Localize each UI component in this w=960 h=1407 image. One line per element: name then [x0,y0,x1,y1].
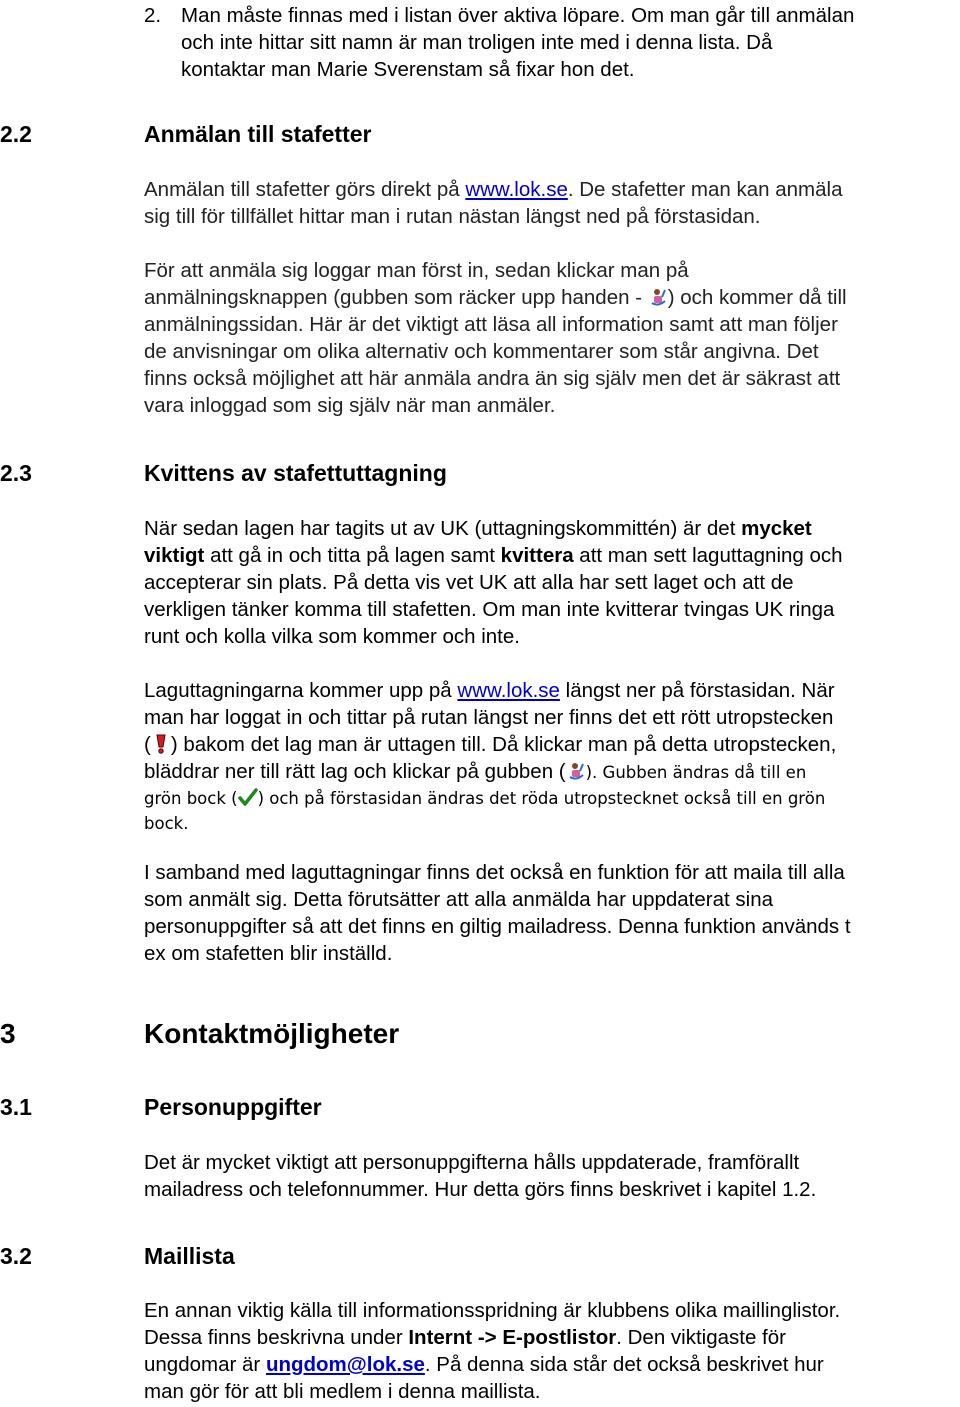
paragraph-line: Det är mycket viktigt att personuppgifterna hålls uppdaterade, framförallt [144,1151,800,1174]
text: ( [144,733,151,756]
paragraph-line [144,542,960,569]
text: ) bakom det lag man är uttagen till. Då klickar man på detta utropstecken, [170,733,837,756]
paragraph-line [144,731,960,758]
text: Laguttagningarna kommer upp på [144,679,458,702]
paragraph-line: man har loggat in och tittar på rutan längst ner finns det ett rött utropstecken [144,706,834,729]
paragraph-line: finns också möjlighet att här anmäla andra än sig själv men det är säkrast att [144,367,841,390]
text: bläddrar ner till rätt lag och klickar på gubben ( [144,760,566,783]
text: ). Gubben ändras då till en [585,763,807,782]
paragraph-line [144,1351,960,1378]
paragraph-line: mailadress och telefonnummer. Hur detta görs finns beskrivet i kapitel 1.2. [144,1178,817,1201]
paragraph-line: ex om stafetten blir inställd. [144,942,393,965]
text: . Den viktigaste för [616,1326,786,1349]
paragraph-line: sig till för tillfället hittar man i rutan nästan längst ned på förstasidan. [144,205,761,228]
paragraph-line: vara inloggad som sig själv när man anmäler. [144,394,556,417]
section-heading: Anmälan till stafetter [144,121,372,147]
paragraph-line [144,1324,960,1351]
ungdom-email-link[interactable]: ungdom@lok.se [265,1353,425,1376]
lok-link[interactable]: www.lok.se [465,178,568,201]
paragraph-line [144,785,960,812]
paragraph-line: personuppgifter så att det finns en giltig mailadress. Denna funktion används t [144,915,851,938]
paragraph-line [144,176,960,203]
text: ) och kommer då till [667,286,847,309]
text: När sedan lagen har tagits ut av UK (uttagningskommittén) är det [144,517,742,540]
text: att man sett laguttagning och [573,544,843,567]
paragraph-line: runt och kolla vilka som kommer och inte. [144,625,520,648]
chapter-number: 3 [0,1018,16,1049]
red-exclamation-icon [151,734,171,754]
text: . På denna sida står det också beskrivet hur [424,1353,824,1376]
raised-hand-person-icon [648,287,668,307]
paragraph-line: verkligen tänker komma till stafetten. Om man inte kvitterar tvingas UK ringa [144,598,835,621]
text-line: och inte hittar sitt namn är man troligen inte med i denna lista. Då [181,31,773,54]
paragraph-line: accepterar sin plats. På detta vis vet UK att alla har sett laget och att de [144,571,794,594]
section-number: 2.2 [0,121,32,147]
text-line: Man måste finnas med i listan över aktiva löpare. Om man går till anmälan [181,4,855,27]
paragraph-line [144,284,960,311]
text: att gå in och titta på lagen samt [204,544,501,567]
section-number: 3.1 [0,1094,32,1120]
paragraph-line: I samband med laguttagningar finns det också en funktion för att maila till alla [144,861,845,884]
green-checkmark-icon [238,787,258,807]
text: ) och på förstasidan ändras det röda utropstecknet också till en grön [257,789,826,808]
list-number: 2. [144,4,162,27]
paragraph-line: anmälningssidan. Här är det viktigt att läsa all information samt att man följer [144,313,838,336]
text: Anmälan till stafetter görs direkt på [144,178,466,201]
section-heading: Kvittens av stafettuttagning [144,460,447,486]
text-line: kontaktar man Marie Sverenstam så fixar hon det. [181,58,635,81]
paragraph-line: bock. [144,814,189,833]
paragraph-line: man gör för att bli medlem i denna maillista. [144,1380,541,1403]
bold-text: viktigt [144,544,205,567]
paragraph-line: En annan viktig källa till informationsspridning är klubbens olika maillinglistor. [144,1299,841,1322]
lok-link[interactable]: www.lok.se [457,679,560,702]
paragraph-line: För att anmäla sig loggar man först in, sedan klickar man på [144,259,689,282]
text: anmälningsknappen (gubben som räcker upp handen - [144,286,648,309]
text: ungdomar är [144,1353,266,1376]
paragraph-line: som anmält sig. Detta förutsätter att alla anmälda har uppdaterat sina [144,888,774,911]
section-number: 3.2 [0,1243,32,1269]
paragraph-line [144,677,960,704]
section-heading: Maillista [144,1243,235,1269]
paragraph-line: de anvisningar om olika alternativ och kommentarer som står angivna. Det [144,340,819,363]
text: Dessa finns beskrivna under [144,1326,409,1349]
bold-text: mycket [741,517,812,540]
bold-text: kvittera [500,544,574,567]
text: . De stafetter man kan anmäla [567,178,843,201]
section-number: 2.3 [0,460,32,486]
bold-text: Internt -> E-postlistor [408,1326,617,1349]
section-heading: Personuppgifter [144,1094,322,1120]
raised-hand-person-icon [566,761,586,781]
paragraph-line [144,515,960,542]
chapter-heading: Kontaktmöjligheter [144,1018,400,1049]
text: grön bock ( [144,789,238,808]
text: längst ner på förstasidan. När [559,679,835,702]
paragraph-line [144,758,960,786]
